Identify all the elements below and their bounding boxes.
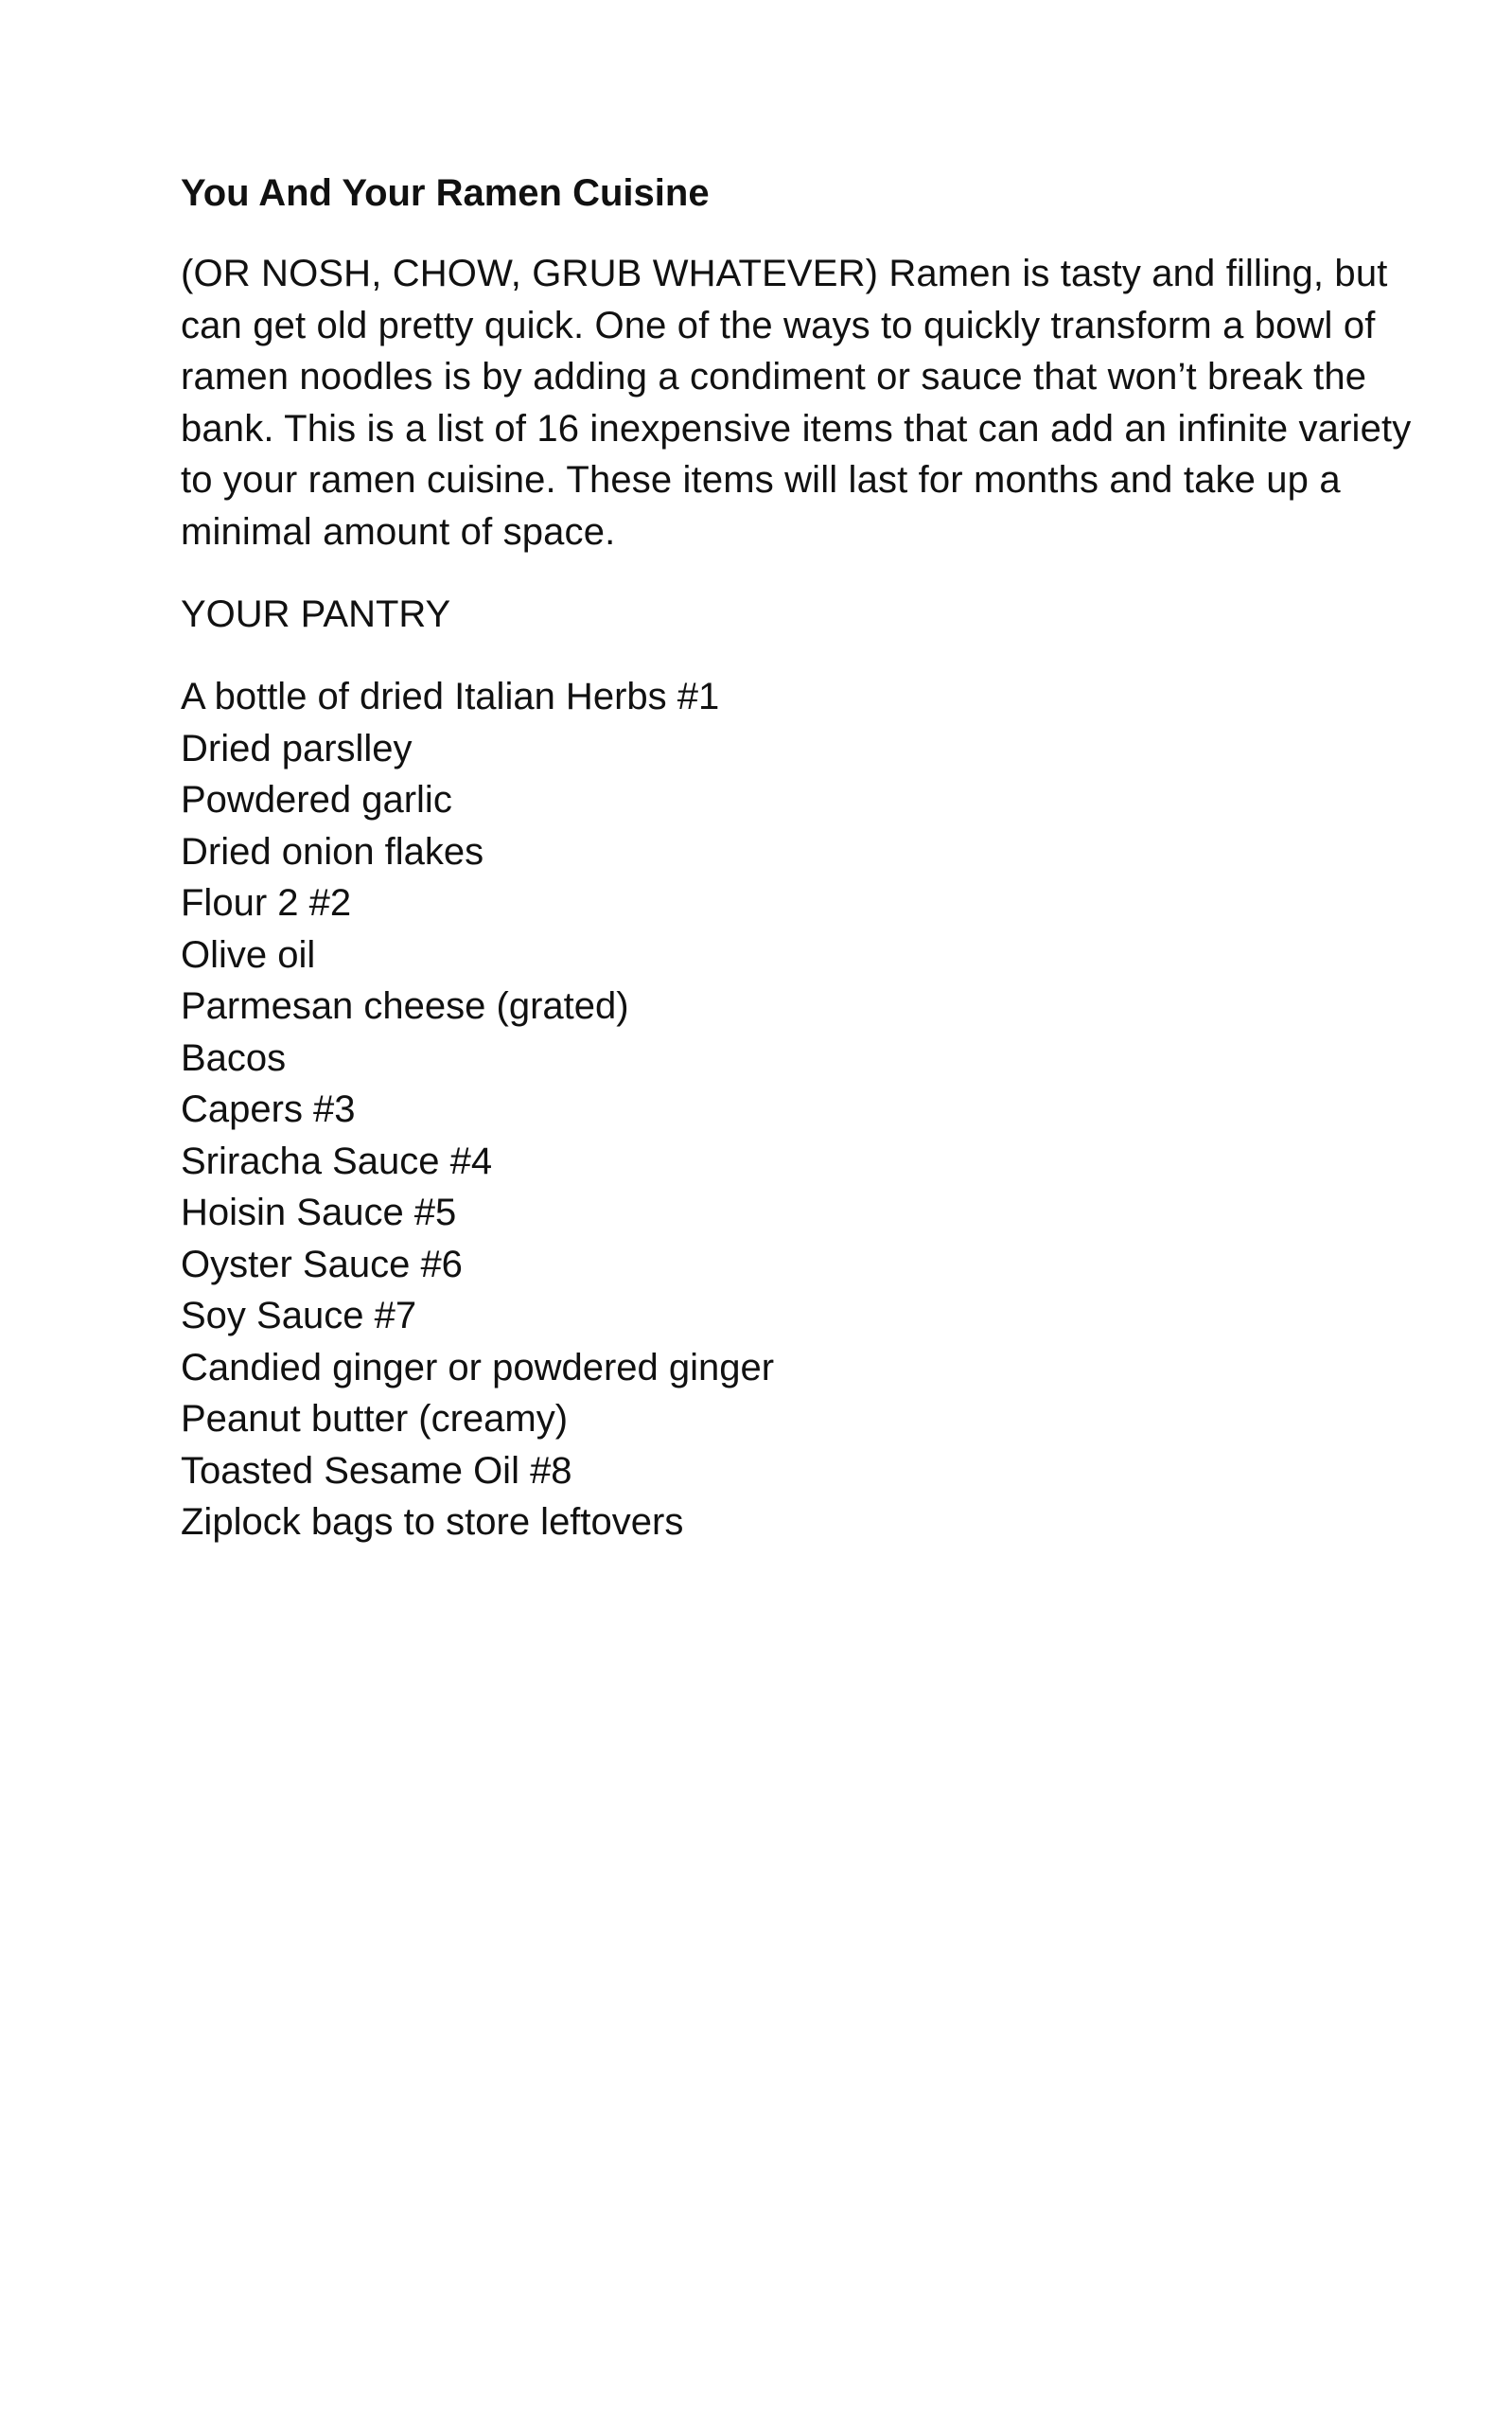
list-item: A bottle of dried Italian Herbs #1 <box>181 676 720 717</box>
list-item: Soy Sauce #7 <box>181 1295 417 1336</box>
list-item: Ziplock bags to store leftovers <box>181 1501 684 1543</box>
list-item: Candied ginger or powdered ginger <box>181 1346 775 1388</box>
document-page <box>181 167 1439 1548</box>
pantry-list <box>181 671 1439 1548</box>
list-item: Olive oil <box>181 933 316 976</box>
intro-paragraph: (OR NOSH, CHOW, GRUB WHATEVER) Ramen is tasty and filling, but can get old pretty quick. One of the ways to quickly transform a bowl of ramen noodles is by adding a condiment or sauce that won’t break the bank. This is a list of 16 inexpensive items that can add an infinite variety to your ramen cuisine. These items will last for months and take up a minimal amount of space. <box>181 253 1412 553</box>
list-item: Powdered garlic <box>181 779 452 821</box>
list-item: Bacos <box>181 1036 287 1079</box>
list-item: Peanut butter (creamy) <box>181 1398 569 1440</box>
list-item: Sriracha Sauce #4 <box>181 1140 493 1182</box>
list-item: Capers #3 <box>181 1088 356 1130</box>
list-item: Hoisin Sauce #5 <box>181 1192 457 1233</box>
document-title: You And Your Ramen Cuisine <box>181 172 710 214</box>
list-item: Toasted Sesame Oil #8 <box>181 1449 572 1492</box>
list-item: Dried parslley <box>181 727 413 769</box>
list-item: Dried onion flakes <box>181 830 484 873</box>
list-item: Oyster Sauce #6 <box>181 1243 463 1285</box>
list-item: Parmesan cheese (grated) <box>181 985 629 1027</box>
section-heading-pantry: YOUR PANTRY <box>181 593 451 635</box>
list-item: Flour 2 #2 <box>181 882 352 924</box>
